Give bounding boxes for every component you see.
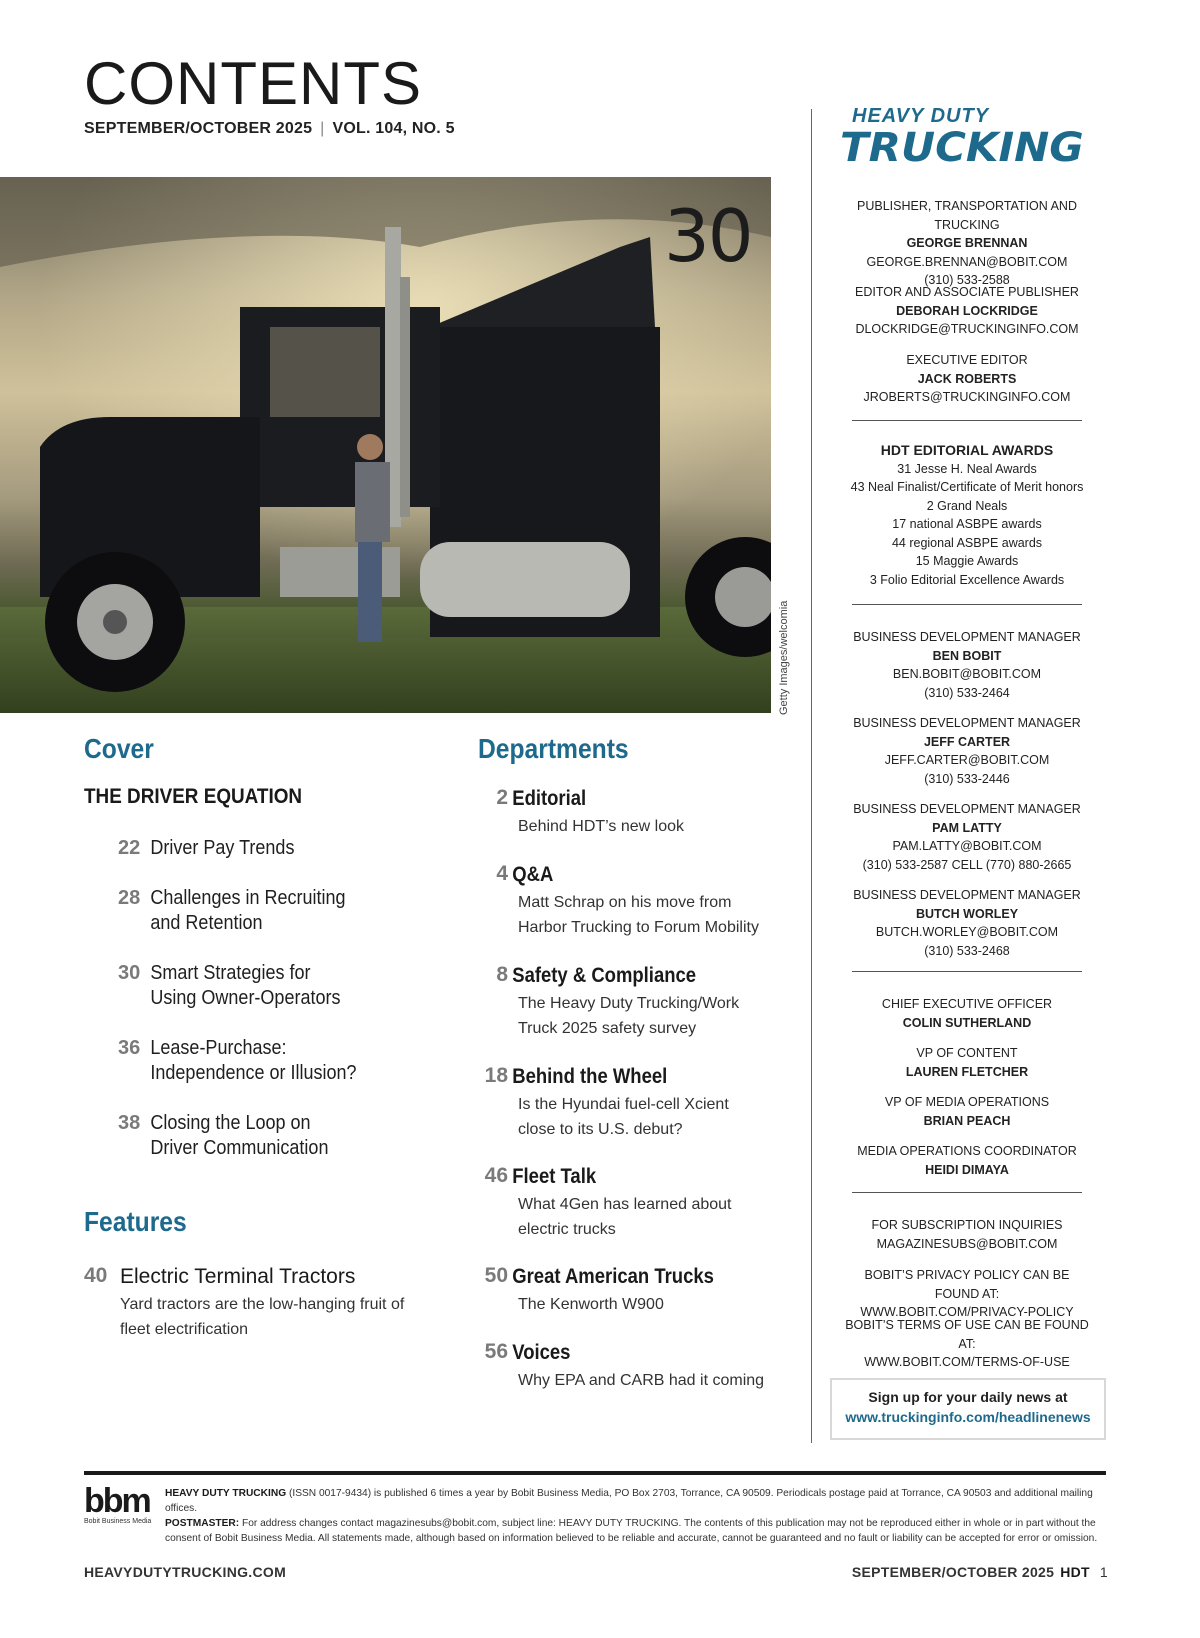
feature-item[interactable] — [84, 1264, 444, 1342]
department-item[interactable] — [470, 1340, 790, 1393]
department-title: Editorial — [512, 787, 587, 810]
cover-item-title: Lease-Purchase: — [150, 1037, 287, 1059]
staff-name: HEIDI DIMAYA — [925, 1162, 1009, 1177]
page-number: 8 — [496, 963, 508, 986]
staff-phone: (310) 533-2464 — [924, 685, 1010, 700]
staff-phone: (310) 533-2587 CELL (770) 880-2665 — [862, 857, 1072, 872]
cover-item-title-line2: Using Owner-Operators — [150, 987, 341, 1009]
staff-bd-1 — [842, 628, 1092, 702]
masthead-line1: HEAVY DUTY — [852, 105, 990, 127]
staff-publisher — [842, 197, 1092, 290]
staff-name: COLIN SUTHERLAND — [902, 1015, 1032, 1030]
signup-text: Sign up for your daily news at — [868, 1389, 1068, 1405]
department-desc-line2: Truck 2025 safety survey — [518, 1020, 697, 1037]
staff-role: VP OF CONTENT — [916, 1046, 1018, 1060]
legal-text-2: For address changes contact magazinesubs@bobit.com, subject line: HEAVY DUTY TRUCKING. The contents of this publication may not be reproduced either in whole or in part without the consent of Bobit Business Media. All statements made, although based on information believed to be reliable and accurate, cannot be guaranteed and no fault or liability can be accepted for error or omission. — [165, 1518, 1098, 1544]
issue-line — [84, 120, 455, 138]
cover-item-title: Driver Pay Trends — [150, 837, 295, 859]
department-title: Fleet Talk — [512, 1165, 597, 1188]
staff-role: BUSINESS DEVELOPMENT MANAGER — [853, 888, 1081, 902]
page-number: 36 — [118, 1037, 141, 1059]
staff-email[interactable]: GEORGE.BRENNAN@BOBIT.COM — [866, 254, 1068, 269]
page-number: 38 — [118, 1112, 141, 1134]
department-desc: The Kenworth W900 — [518, 1296, 664, 1313]
bbm-logo — [84, 1484, 160, 1530]
staff-email[interactable]: JROBERTS@TRUCKINGINFO.COM — [863, 390, 1071, 404]
cover-story-page-number: 30 — [664, 194, 752, 278]
staff-exec-editor — [842, 351, 1092, 407]
department-item[interactable] — [470, 1264, 790, 1317]
privacy-label: BOBIT’S PRIVACY POLICY CAN BE FOUND AT: — [864, 1268, 1070, 1301]
footer-brand: HDT — [1060, 1564, 1090, 1580]
issue-separator: | — [320, 120, 325, 137]
department-desc: The Heavy Duty Trucking/Work — [518, 995, 740, 1012]
staff-media-coordinator — [842, 1142, 1092, 1179]
department-title: Great American Trucks — [512, 1265, 714, 1288]
feature-title: Electric Terminal Tractors — [120, 1265, 356, 1288]
department-desc-line2: close to its U.S. debut? — [518, 1121, 683, 1138]
award-item: 3 Folio Editorial Excellence Awards — [869, 572, 1065, 587]
cover-item-title-line2: Independence or Illusion? — [150, 1062, 357, 1084]
department-item[interactable] — [470, 1064, 790, 1142]
editorial-awards — [842, 441, 1092, 589]
cover-item-title: Smart Strategies for — [150, 962, 311, 984]
cover-item[interactable] — [118, 961, 448, 1011]
staff-email[interactable]: BEN.BOBIT@BOBIT.COM — [892, 667, 1042, 681]
footer-website[interactable]: HEAVYDUTYTRUCKING.COM — [84, 1564, 287, 1580]
cover-item[interactable] — [118, 836, 448, 861]
staff-phone: (310) 533-2588 — [924, 273, 1010, 287]
staff-name: JACK ROBERTS — [917, 371, 1017, 386]
staff-role: MEDIA OPERATIONS COORDINATOR — [857, 1144, 1077, 1158]
features-heading: Features — [84, 1206, 187, 1237]
staff-name: DEBORAH LOCKRIDGE — [896, 303, 1038, 318]
terms-link[interactable]: WWW.BOBIT.COM/TERMS-OF-USE — [864, 1355, 1070, 1369]
divider — [852, 604, 1082, 605]
legal-publication-name: HEAVY DUTY TRUCKING — [165, 1488, 287, 1499]
cover-item[interactable] — [118, 1036, 448, 1086]
cover-item[interactable] — [118, 1111, 448, 1161]
staff-bd-2 — [842, 714, 1092, 788]
bbm-logo-caption: Bobit Business Media — [84, 1518, 152, 1525]
department-item[interactable] — [470, 1164, 790, 1242]
staff-bd-3 — [842, 800, 1092, 874]
staff-email[interactable]: BUTCH.WORLEY@BOBIT.COM — [875, 925, 1059, 939]
photo-credit: Getty Images/welcomia — [778, 600, 790, 715]
award-item: 2 Grand Neals — [926, 498, 1008, 513]
page-number: 30 — [118, 962, 141, 984]
staff-name: BUTCH WORLEY — [915, 906, 1019, 921]
page-number: 46 — [484, 1164, 508, 1187]
page-title: CONTENTS — [84, 50, 422, 117]
award-item: 17 national ASBPE awards — [892, 517, 1042, 531]
staff-vp-content — [842, 1044, 1092, 1081]
awards-title: HDT EDITORIAL AWARDS — [880, 442, 1054, 458]
legal-text-1: (ISSN 0017-9434) is published 6 times a year by Bobit Business Media, PO Box 2703, Torrance, CA 90509. Periodicals postage paid at Torrance, CA 90503 and additional mailing offices. — [165, 1488, 1093, 1514]
award-item: 43 Neal Finalist/Certificate of Merit honors — [850, 480, 1084, 494]
staff-ceo — [842, 995, 1092, 1032]
staff-name: BRIAN PEACH — [923, 1113, 1011, 1128]
staff-phone: (310) 533-2446 — [924, 771, 1010, 786]
terms-info — [842, 1316, 1092, 1372]
cover-heading: Cover — [84, 733, 154, 764]
cover-item-title-line2: and Retention — [150, 912, 263, 934]
footer-page-number: 1 — [1099, 1564, 1108, 1580]
subscription-email[interactable]: MAGAZINESUBS@BOBIT.COM — [876, 1236, 1058, 1251]
page-number: 56 — [484, 1340, 508, 1363]
legal-postmaster-label: POSTMASTER: — [165, 1518, 240, 1529]
privacy-link[interactable]: WWW.BOBIT.COM/PRIVACY-POLICY — [860, 1305, 1074, 1319]
department-title: Q&A — [512, 863, 554, 886]
page-number: 28 — [118, 887, 141, 909]
staff-role: BUSINESS DEVELOPMENT MANAGER — [853, 716, 1081, 730]
staff-email[interactable]: PAM.LATTY@BOBIT.COM — [892, 839, 1042, 853]
masthead-line2: TRUCKING — [840, 125, 1084, 171]
issue-date: SEPTEMBER/OCTOBER 2025 — [84, 120, 313, 137]
award-item: 15 Maggie Awards — [915, 554, 1019, 568]
award-item: 31 Jesse H. Neal Awards — [897, 461, 1037, 476]
page-number: 4 — [496, 862, 508, 885]
department-desc-line2: Harbor Trucking to Forum Mobility — [518, 919, 759, 936]
issue-volume: VOL. 104, NO. 5 — [332, 120, 455, 137]
page-number: 40 — [84, 1264, 108, 1287]
department-title: Voices — [512, 1341, 571, 1364]
staff-editor — [842, 283, 1092, 339]
legal-notice — [165, 1486, 1107, 1546]
masthead-logo — [830, 105, 1090, 171]
staff-name: LAUREN FLETCHER — [905, 1064, 1029, 1079]
signup-link[interactable]: www.truckinginfo.com/headlinenews — [845, 1409, 1091, 1425]
department-desc: Matt Schrap on his move from — [518, 894, 732, 911]
staff-email[interactable]: JEFF.CARTER@BOBIT.COM — [884, 753, 1050, 767]
department-desc: Why EPA and CARB had it coming — [518, 1372, 765, 1389]
staff-name: GEORGE BRENNAN — [906, 236, 1028, 250]
departments-heading: Departments — [478, 733, 629, 764]
staff-email[interactable]: DLOCKRIDGE@TRUCKINGINFO.COM — [855, 322, 1079, 336]
department-desc: Behind HDT’s new look — [518, 818, 685, 835]
staff-role: PUBLISHER, TRANSPORTATION AND TRUCKING — [857, 199, 1077, 232]
award-item: 44 regional ASBPE awards — [891, 535, 1043, 550]
terms-label: BOBIT’S TERMS OF USE CAN BE FOUND AT: — [845, 1318, 1089, 1351]
page-number: 2 — [496, 786, 508, 809]
cover-subtitle: THE DRIVER EQUATION — [84, 785, 303, 808]
cover-item-title-line2: Driver Communication — [150, 1137, 329, 1159]
department-title: Safety & Compliance — [512, 964, 697, 987]
staff-role: CHIEF EXECUTIVE OFFICER — [881, 997, 1053, 1011]
staff-role: EXECUTIVE EDITOR — [906, 353, 1028, 367]
page-number: 18 — [484, 1064, 508, 1087]
divider — [852, 1192, 1082, 1193]
cover-item-title: Challenges in Recruiting — [150, 887, 346, 909]
divider — [852, 971, 1082, 972]
divider — [852, 420, 1082, 421]
page-number: 22 — [118, 837, 141, 859]
department-desc: Is the Hyundai fuel-cell Xcient — [518, 1096, 729, 1113]
department-desc: What 4Gen has learned about — [518, 1196, 732, 1213]
department-desc-line2: electric trucks — [518, 1221, 616, 1238]
footer-folio — [852, 1564, 1108, 1580]
department-item[interactable] — [470, 963, 790, 1041]
bbm-logo-text: bbm — [84, 1482, 150, 1520]
staff-phone: (310) 533-2468 — [924, 943, 1010, 958]
staff-bd-4 — [842, 886, 1092, 960]
footer-date: SEPTEMBER/OCTOBER 2025 — [851, 1564, 1055, 1580]
cover-item[interactable] — [118, 886, 448, 936]
footer-rule — [84, 1471, 1106, 1475]
staff-role: BUSINESS DEVELOPMENT MANAGER — [853, 630, 1081, 644]
privacy-info — [842, 1266, 1092, 1322]
department-title: Behind the Wheel — [512, 1065, 668, 1088]
staff-role: BUSINESS DEVELOPMENT MANAGER — [853, 802, 1081, 816]
staff-name: PAM LATTY — [932, 820, 1002, 835]
cover-item-title: Closing the Loop on — [150, 1112, 311, 1134]
signup-box — [830, 1378, 1106, 1440]
department-item[interactable] — [470, 862, 790, 940]
staff-role: VP OF MEDIA OPERATIONS — [884, 1095, 1050, 1109]
cover-photo — [0, 177, 771, 713]
staff-vp-media — [842, 1093, 1092, 1130]
department-item[interactable] — [470, 786, 790, 839]
feature-desc: Yard tractors are the low-hanging fruit of — [120, 1296, 405, 1313]
subscription-label: FOR SUBSCRIPTION INQUIRIES — [871, 1218, 1063, 1232]
staff-name: JEFF CARTER — [923, 734, 1011, 749]
subscription-info — [842, 1216, 1092, 1253]
page-number: 50 — [484, 1264, 508, 1287]
column-divider — [811, 109, 812, 1443]
feature-desc-line2: fleet electrification — [120, 1321, 249, 1338]
staff-role: EDITOR AND ASSOCIATE PUBLISHER — [855, 285, 1079, 299]
truck-illustration — [0, 177, 771, 713]
staff-name: BEN BOBIT — [932, 648, 1002, 663]
